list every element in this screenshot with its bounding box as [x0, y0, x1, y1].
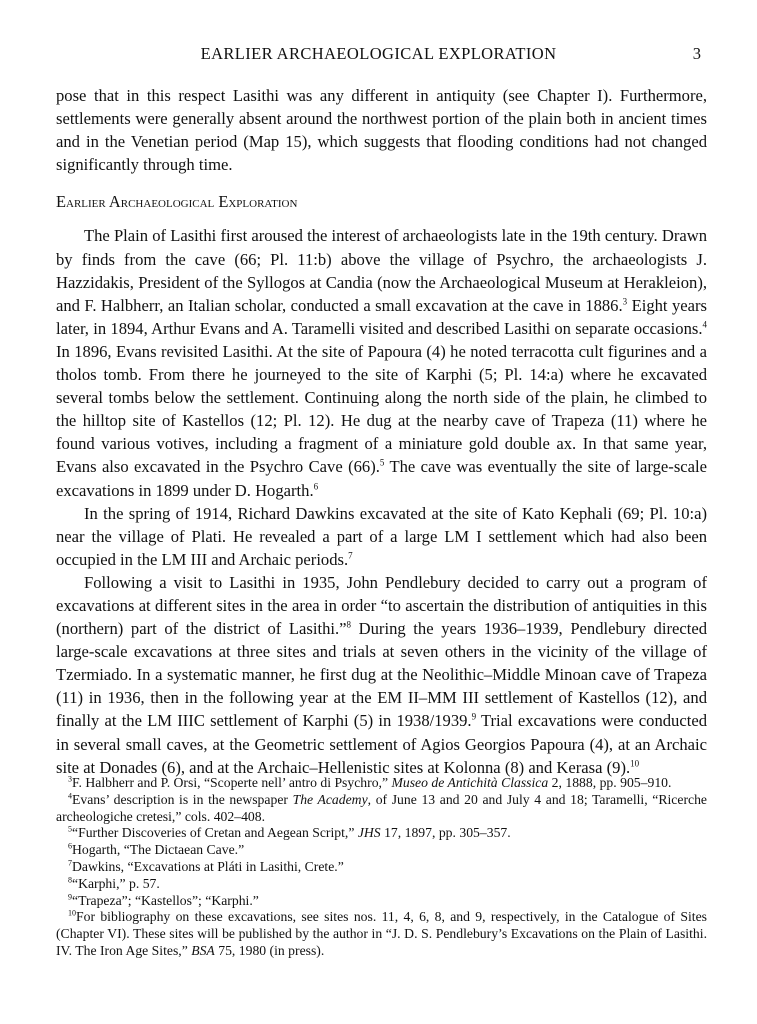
footnote-text: “Further Discoveries of Cretan and Aegean Script,”	[72, 825, 358, 841]
footnote-title: JHS	[357, 825, 381, 841]
footnote-text: , of June 13 and 20 and July 4 and 18; Taramelli, “Ricerche archeologiche cretesi,” cols. 402–408.	[56, 791, 707, 824]
paragraph-1-text-c: In 1896, Evans revisited Lasithi. At the site of Papoura (4) he noted terracotta cult figurines and a tholos tomb. From there he journeyed to the site of Karphi (5; Pl. 14:a) where he excavated several tombs below the settlement. Continuing along the north side of the plain, he climbed to the hilltop site of Kastellos (12; Pl. 12). He dug at the nearby cave of Trapeza (11) where he found various votives, including a fragment of a miniature gold double ax. In that same year, Evans also excavated in the Psychro Cave (66).	[56, 341, 707, 477]
footnote-5	[56, 825, 707, 842]
paragraph-1-text-b: Eight years later, in 1894, Arthur Evans and A. Taramelli visited and described Lasithi on separate occasions.	[56, 295, 707, 338]
paragraph-continued: pose that in this respect Lasithi was any different in antiquity (see Chapter I). Furthermore, settlements were generally absent around the northwest portion of the plain both in ancient times and in the Venetian period (Map 15), which suggests that flooding conditions had not changed significantly through time.	[56, 86, 707, 175]
footnote-marker: 7	[68, 858, 72, 868]
footnote-8	[56, 876, 707, 893]
footnote-ref-6[interactable]: 6	[313, 480, 319, 491]
footnote-ref-7[interactable]: 7	[348, 550, 353, 561]
footnote-9	[56, 893, 707, 910]
footnote-4	[56, 792, 707, 826]
paragraph-1-text-a: The Plain of Lasithi first aroused the interest of archaeologists late in the 19th century. Drawn by finds from the cave (66; Pl. 11:b) above the village of Psychro, the archaeologists J. Hazzidakis, President of the Syllogos at Candia (now the Archaeological Museum at Herakleion), and F. Halbherr, an Italian scholar, conducted a small excavation at the cave in 1886.	[56, 226, 707, 315]
footnote-title: BSA	[191, 942, 215, 958]
footnote-text: 2, 1888, pp. 905–910.	[548, 775, 672, 790]
footnote-marker: 8	[68, 875, 72, 885]
footnote-3	[56, 775, 707, 792]
footnote-title: The Academy	[292, 791, 368, 807]
footnote-text: F. Halbherr and P. Orsi, “Scoperte nell’ antro di Psychro,”	[72, 775, 392, 790]
footnote-ref-3[interactable]: 3	[622, 296, 628, 307]
paragraph-1	[56, 224, 707, 501]
footnote-text: “Trapeza”; “Kastellos”; “Karphi.”	[72, 892, 259, 908]
paragraph-3-text-c: Trial excavations were conducted in several small caves, at the Geometric settlement of Agios Georgios Papoura (4), at an Archaic site at Donades (6), and at the Archaic–Hellenistic sites at Kolonna (8) and Kerasa (9).	[56, 711, 707, 777]
footnote-text: Dawkins, “Excavations at Pláti in Lasithi, Crete.”	[72, 858, 344, 874]
footnote-marker: 10	[68, 908, 76, 918]
page-header	[0, 44, 757, 68]
footnote-text: “Karphi,” p. 57.	[72, 875, 160, 891]
footnote-marker: 9	[68, 892, 72, 902]
section-heading: Earlier Archaeological Exploration	[56, 192, 298, 212]
footnote-text: Evans’ description is in the newspaper	[72, 791, 293, 807]
footnote-7	[56, 859, 707, 876]
footnote-marker: 6	[68, 841, 72, 851]
footnote-ref-5[interactable]: 5	[379, 457, 385, 468]
footnote-marker: 3	[68, 774, 72, 784]
body-text	[56, 84, 707, 779]
footnote-6	[56, 842, 707, 859]
paragraph-3-text-a: Following a visit to Lasithi in 1935, John Pendlebury decided to carry out a program of excavations at different sites in the area in order “to ascertain the distribution of antiquities in this (northern) part of the district of Lasithi.”	[56, 572, 707, 639]
footnote-text: 75, 1980 (in press).	[214, 942, 325, 958]
footnote-ref-4[interactable]: 4	[702, 319, 707, 330]
footnote-text: Hogarth, “The Dictaean Cave.”	[72, 842, 245, 858]
footnote-text: 17, 1897, pp. 305–357.	[380, 825, 511, 841]
running-head: EARLIER ARCHAEOLOGICAL EXPLORATION	[200, 44, 557, 63]
paragraph-3	[56, 571, 707, 779]
paragraph-3-text-b: During the years 1936–1939, Pendlebury directed large-scale excavations at three sites and trials at seven others in the vicinity of the village of Tzermiado. In a systematic manner, he first dug at the Neolithic–Middle Minoan cave of Trapeza (11) in 1936, then in the following year at the EM II–MM III settlement of Kastellos (12), and finally at the LM IIIC settlement of Karphi (5) in 1938/1939.	[56, 619, 707, 731]
footnote-ref-9[interactable]: 9	[471, 711, 477, 722]
page-number: 3	[692, 44, 701, 63]
paragraph-2	[56, 502, 707, 571]
paragraph-1-text-d: The cave was eventually the site of large-scale excavations in 1899 under D. Hogarth.	[56, 457, 707, 500]
footnote-ref-10[interactable]: 10	[630, 758, 640, 769]
footnotes	[56, 775, 707, 960]
footnote-marker: 5	[68, 824, 72, 834]
footnote-text: For bibliography on these excavations, see sites nos. 11, 4, 6, 8, and 9, respectively, in the Catalogue of Sites (Chapter VI). These sites will be published by the author in “J. D. S. Pendlebury’s Excavations on the Plain of Lasithi. IV. The Iron Age Sites,”	[56, 909, 707, 958]
footnote-ref-8[interactable]: 8	[346, 619, 352, 630]
paragraph-2-text-a: In the spring of 1914, Richard Dawkins excavated at the site of Kato Kephali (69; Pl. 10:a) near the village of Plati. He revealed a part of a large LM I settlement which had also been occupied in the LM III and Archaic periods.	[56, 503, 707, 569]
footnote-title: Museo de Antichità Classica	[391, 775, 549, 790]
footnote-marker: 4	[68, 791, 72, 801]
footnote-10	[56, 909, 707, 959]
